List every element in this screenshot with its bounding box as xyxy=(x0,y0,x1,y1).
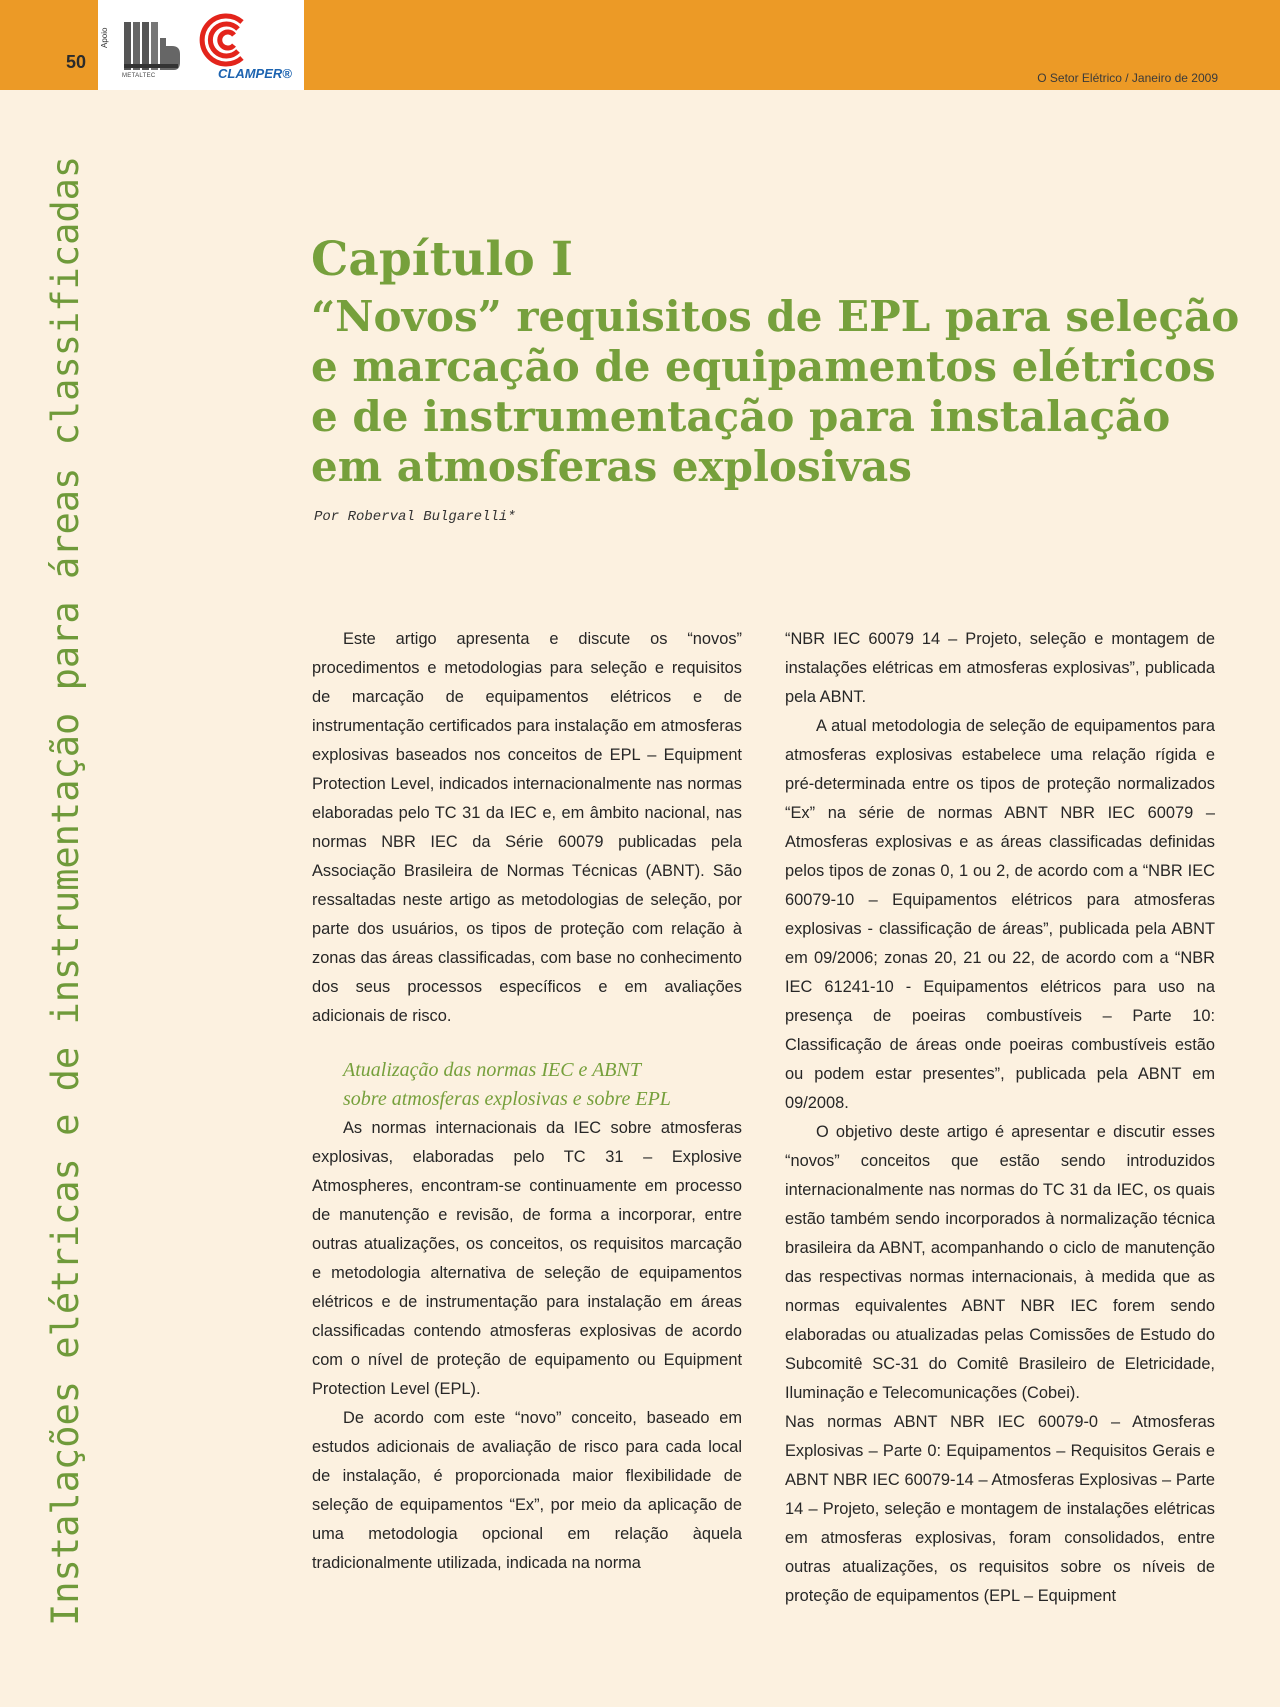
page-number: 50 xyxy=(66,52,87,72)
subheading-line: sobre atmosferas explosivas e sobre EPL xyxy=(343,1088,671,1110)
article-byline: Por Roberval Bulgarelli* xyxy=(314,509,516,525)
section-subheading xyxy=(343,1056,742,1114)
paragraph: A atual metodologia de seleção de equipamentos para atmosferas explosivas estabelece uma relação rígida e pré-determinada entre os tipos de proteção normalizados “Ex” na série de normas ABNT NBR IEC 60079 – Atmosferas explosivas e as áreas classificadas definidas pelos tipos de zonas 0, 1 ou 2, de acordo com a “NBR IEC 60079-10 – Equipamentos elétricos para atmosferas explosivas - classificação de áreas”, publicada pela ABNT em 09/2006; zonas 20, 21 ou 22, de acordo com a “NBR IEC 61241-10 - Equipamentos elétricos para uso na presença de poeiras combustíveis – Parte 10: Classificação de áreas onde poeiras combustíveis estão ou podem estar presentes”, publicada pela ABNT em 09/2008. xyxy=(785,717,1215,1112)
metaltec-logo-icon xyxy=(122,18,180,78)
sponsor-2-name: CLAMPER® xyxy=(218,66,292,81)
apoio-label: Apoio xyxy=(100,27,109,48)
paragraph: O objetivo deste artigo é apresentar e discutir esses “novos” conceitos que estão sendo introduzidos internacionalmente nas normas do TC 31 da IEC, os quais estão também sendo incorporados à normalização técnica brasileira da ABNT, acompanhando o ciclo de manutenção das respectivas normas internacionais, à medida que as normas equivalentes ABNT NBR IEC forem sendo elaboradas ou atualizadas pelas Comissões de Estudo do Subcomitê SC-31 do Comitê Brasileiro de Eletricidade, Iluminação e Telecomunicações (Cobei). xyxy=(785,1123,1215,1402)
paragraph: Este artigo apresenta e discute os “novos” procedimentos e metodologias para seleção e requisitos de marcação de equipamentos elétricos e de instrumentação certificados para instalação em atmosferas explosivas baseados nos conceitos de EPL – Equipment Protection Level, indicados internacionalmente nas normas elaboradas pelo TC 31 da IEC e, em âmbito nacional, nas normas NBR IEC da Série 60079 publicadas pela Associação Brasileira de Normas Técnicas (ABNT). São ressaltadas neste artigo as metodologias de seleção, por parte dos usuários, os tipos de proteção com relação à zonas das áreas classificadas, com base no conhecimento dos seus processos específicos e em avaliações adicionais de risco. xyxy=(312,630,742,1025)
left-column xyxy=(312,625,742,1578)
masthead: O Setor Elétrico / Janeiro de 2009 xyxy=(1037,71,1218,85)
paragraph: “NBR IEC 60079 14 – Projeto, seleção e montagem de instalações elétricas em atmosferas explosivas”, publicada pela ABNT. xyxy=(785,630,1215,706)
article-headline: “Novos” requisitos de EPL para seleção e marcação de equipamentos elétricos e de instrumentação para instalação em atmosferas explosivas xyxy=(311,292,1240,491)
sponsor-1-name: METALTEC xyxy=(122,73,156,79)
clamper-logo-icon xyxy=(196,12,260,68)
paragraph: As normas internacionais da IEC sobre atmosferas explosivas, elaboradas pelo TC 31 – Explosive Atmospheres, encontram-se continuamente em processo de manutenção e revisão, de forma a incorporar, entre outras atualizações, os conceitos, os requisitos marcação e metodologia alternativa de seleção de equipamentos elétricos e de instrumentação para instalação em áreas classificadas contendo atmosferas explosivas de acordo com o nível de proteção de equipamento ou Equipment Protection Level (EPL). xyxy=(312,1119,742,1398)
paragraph: De acordo com este “novo” conceito, baseado em estudos adicionais de avaliação de risco para cada local de instalação, é proporcionada maior flexibilidade de seleção de equipamentos “Ex”, por meio da aplicação de uma metodologia opcional em relação àquela tradicionalmente utilizada, indicada na norma xyxy=(312,1409,742,1572)
section-side-title: Instalações elétricas e de instrumentação para áreas classificadas xyxy=(44,155,87,1626)
subheading-line: Atualização das normas IEC e ABNT xyxy=(343,1059,641,1081)
paragraph: Nas normas ABNT NBR IEC 60079-0 – Atmosferas Explosivas – Parte 0: Equipamentos – Requisitos Gerais e ABNT NBR IEC 60079-14 – Atmosferas Explosivas – Parte 14 – Projeto, seleção e montagem de instalações elétricas em atmosferas explosivas, foram consolidados, entre outras atualizações, os requisitos sobre os níveis de proteção de equipamentos (EPL – Equipment xyxy=(785,1413,1215,1605)
right-column xyxy=(785,625,1215,1611)
chapter-title: Capítulo I xyxy=(311,232,574,287)
